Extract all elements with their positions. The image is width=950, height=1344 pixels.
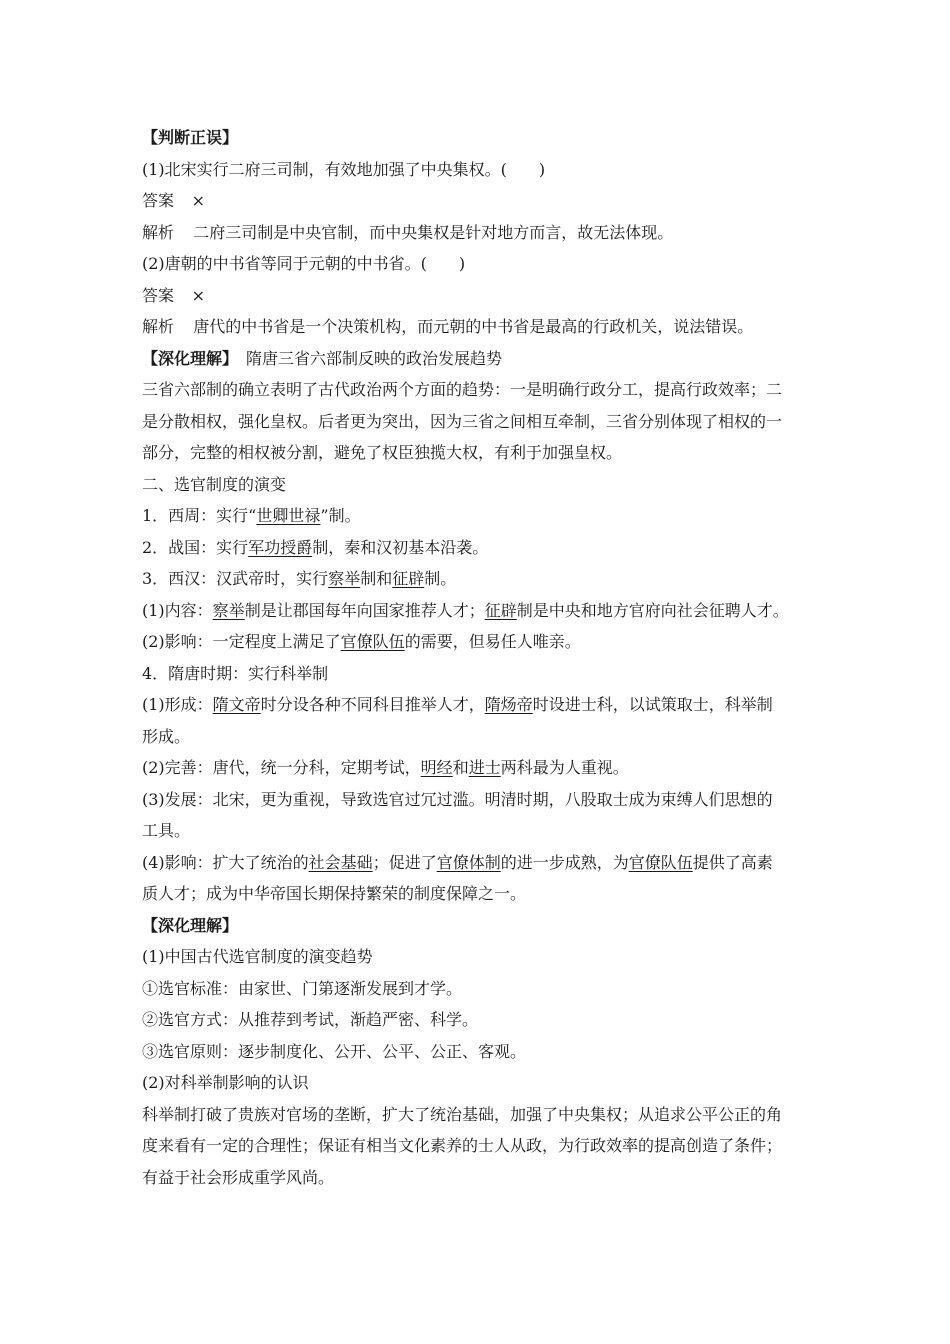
text: 制是中央和地方官府向社会征聘人才。 (516, 600, 789, 620)
underlined-term: 隋文帝 (212, 695, 261, 714)
text: ”制。 (320, 506, 361, 525)
answer-value: × (191, 285, 206, 305)
text: 提供了高素 (692, 852, 773, 872)
item-3-impact (142, 626, 812, 658)
item-4: 4．隋唐时期：实行科举制 (142, 663, 329, 683)
answer-label: 答案 (142, 191, 175, 210)
text: 的进一步成熟，为 (500, 852, 629, 872)
underlined-term: 官僚队伍 (628, 852, 693, 872)
item-4-formation (142, 689, 812, 721)
underlined-term: 明经 (420, 758, 453, 777)
bullet-3: ③选官原则：逐步制度化、公开、公平、公正、客观。 (142, 1041, 527, 1061)
deep-title: 隋唐三省六部制反映的政治发展趋势 (246, 348, 503, 368)
item-4-improvement (142, 752, 812, 784)
item-4-impact-cont: 质人才；成为中华帝国长期保持繁荣的制度保障之一。 (142, 884, 527, 903)
explanation-text: 唐代的中书省是一个决策机构，而元朝的中书省是最高的行政机关，说法错误。 (193, 317, 754, 336)
answer-1 (142, 185, 812, 217)
underlined-term: 察举 (212, 600, 245, 620)
underlined-term: 官僚队伍 (340, 632, 405, 651)
text: 两科最为人重视。 (500, 758, 629, 777)
item-2 (142, 532, 812, 564)
answer-value: × (191, 191, 206, 210)
underlined-term: 世卿世禄 (256, 506, 321, 525)
text: (1)内容： (142, 600, 213, 620)
item-3-content (142, 595, 812, 627)
subheading-2: (2)对科举制影响的认识 (142, 1073, 309, 1092)
document-page (142, 122, 812, 1193)
deep-heading: 【深化理解】 (142, 348, 239, 368)
text: 2．战国：实行 (142, 537, 249, 557)
text: 制和 (360, 569, 393, 588)
explanation-2 (142, 311, 812, 343)
text: (1)形成： (142, 695, 213, 714)
answer-label: 答案 (142, 285, 175, 305)
item-4-formation-cont: 形成。 (142, 726, 191, 746)
explanation-label: 解析 (142, 222, 175, 242)
item-4-development: (3)发展：北宋，更为重视，导致选官过冗过滥。明清时期，八股取士成为束缚人们思想的 (142, 789, 773, 809)
text: 时分设各种不同科目推举人才， (260, 695, 485, 714)
explanation-label: 解析 (142, 317, 175, 336)
judge-heading: 【判断正误】 (142, 128, 239, 147)
paragraph-line: 科举制打破了贵族对官场的垄断，扩大了统治基础，加强了中央集权；从追求公平公正的角 (142, 1104, 783, 1124)
question-1: (1)北宋实行二府三司制，有效地加强了中央集权。( ) (142, 159, 546, 179)
paragraph-line: 部分，完整的相权被分割，避免了权臣独揽大权，有利于加强皇权。 (142, 443, 623, 462)
text: 制是让郡国每年向国家推荐人才； (244, 600, 485, 620)
paragraph-line: 度来看有一定的合理性；保证有相当文化素养的士人从政，为行政效率的提高创造了条件； (142, 1136, 783, 1155)
item-4-development-cont: 工具。 (142, 821, 191, 840)
question-2: (2)唐朝的中书省等同于元朝的中书省。( ) (142, 254, 466, 273)
underlined-term: 隋炀帝 (484, 695, 533, 714)
subheading-1: (1)中国古代选官制度的演变趋势 (142, 947, 373, 966)
paragraph-line: 有益于社会形成重学风尚。 (142, 1167, 335, 1187)
explanation-text: 二府三司制是中央官制，而中央集权是针对地方而言，故无法体现。 (193, 222, 674, 242)
underlined-term: 征辟 (392, 569, 425, 588)
answer-2 (142, 280, 812, 312)
bullet-1: ①选官标准：由家世、门第逐渐发展到才学。 (142, 978, 463, 998)
underlined-term: 进士 (468, 758, 501, 777)
paragraph-line: 是分散相权，强化皇权。后者更为突出，因为三省之间相互牵制，三省分别体现了相权的一 (142, 411, 783, 431)
underlined-term: 军功授爵 (248, 537, 313, 557)
text: (4)影响：扩大了统治的 (142, 852, 309, 872)
underlined-term: 察举 (328, 569, 361, 588)
deep-understanding-2-heading: 【深化理解】 (142, 915, 239, 935)
text: (2)影响：一定程度上满足了 (142, 632, 341, 651)
underlined-term: 征辟 (484, 600, 517, 620)
explanation-1 (142, 217, 812, 249)
deep-understanding-1-title (142, 343, 812, 375)
text: (2)完善：唐代，统一分科，定期考试， (142, 758, 421, 777)
item-1 (142, 500, 812, 532)
item-4-impact (142, 847, 812, 879)
underlined-term: 社会基础 (308, 852, 373, 872)
text: 制，秦和汉初基本沿袭。 (312, 537, 489, 557)
item-3 (142, 563, 812, 595)
text: 制。 (424, 569, 457, 588)
text: 1．西周：实行“ (142, 506, 257, 525)
underlined-term: 官僚体制 (436, 852, 501, 872)
text: 3．西汉：汉武帝时，实行 (142, 569, 329, 588)
paragraph-line: 三省六部制的确立表明了古代政治两个方面的趋势：一是明确行政分工，提高行政效率；二 (142, 380, 783, 399)
text: 和 (452, 758, 469, 777)
section-title: 二、选官制度的演变 (142, 474, 287, 494)
text: 时设进士科，以试策取士，科举制 (532, 695, 773, 714)
text: 的需要，但易任人唯亲。 (404, 632, 581, 651)
bullet-2: ②选官方式：从推荐到考试，渐趋严密、科学。 (142, 1010, 479, 1029)
text: ；促进了 (372, 852, 437, 872)
